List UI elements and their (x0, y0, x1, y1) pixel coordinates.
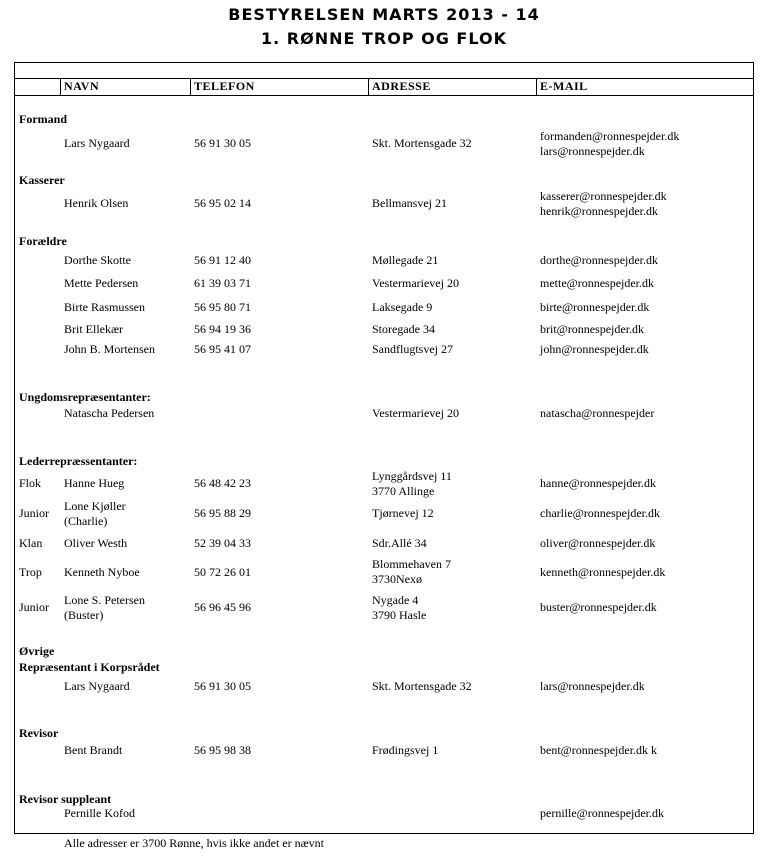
member-phone: 56 95 41 07 (194, 342, 251, 356)
member-phone: 56 95 02 14 (194, 196, 251, 210)
member-address: Storegade 34 (372, 322, 435, 336)
member-nickname: (Charlie) (64, 514, 108, 528)
member-email: kenneth@ronnespejder.dk (540, 565, 666, 579)
member-address: Sandflugtsvej 27 (372, 342, 453, 356)
document-subtitle: 1. RØNNE TROP OG FLOK (261, 29, 507, 48)
member-email: kasserer@ronnespejder.dk (540, 189, 667, 203)
header-email: E-MAIL (540, 79, 588, 93)
member-address: Sdr.Allé 34 (372, 536, 427, 550)
header-bottom-rule (14, 95, 754, 96)
member-address: 3730Nexø (372, 572, 422, 586)
member-email: pernille@ronnespejder.dk (540, 806, 665, 820)
member-address: Skt. Mortensgade 32 (372, 136, 472, 150)
section-leder: Lederrepræssentanter: (19, 454, 138, 468)
member-phone: 56 95 88 29 (194, 506, 251, 520)
member-name: Brit Ellekær (64, 322, 123, 336)
unit-label: Klan (19, 536, 43, 550)
column-divider (190, 78, 191, 95)
member-address: Vestermarievej 20 (372, 406, 459, 420)
member-phone: 56 95 80 71 (194, 300, 251, 314)
document-title: BESTYRELSEN MARTS 2013 - 14 (228, 5, 540, 24)
member-phone: 56 48 42 23 (194, 476, 251, 490)
member-email: charlie@ronnespejder.dk (540, 506, 661, 520)
member-name: Birte Rasmussen (64, 300, 145, 314)
member-email: bent@ronnespejder.dk k (540, 743, 658, 757)
member-name: Natascha Pedersen (64, 406, 155, 420)
member-address: Lynggårdsvej 11 (372, 469, 452, 483)
member-email: natascha@ronnespejder (540, 406, 655, 420)
member-address: Nygade 4 (372, 593, 419, 607)
member-phone: 56 91 30 05 (194, 136, 251, 150)
member-email: brit@ronnespejder.dk (540, 322, 645, 336)
member-phone: 56 95 98 38 (194, 743, 251, 757)
unit-label: Flok (19, 476, 42, 490)
column-divider (60, 78, 61, 95)
member-address: Skt. Mortensgade 32 (372, 679, 472, 693)
member-nickname: (Buster) (64, 608, 104, 622)
member-address: 3770 Allinge (372, 484, 435, 498)
section-ovrige: Øvrige (19, 644, 55, 658)
unit-label: Junior (19, 600, 49, 614)
member-address: Blommehaven 7 (372, 557, 451, 571)
member-email: lars@ronnespejder.dk (540, 144, 645, 158)
member-email: oliver@ronnespejder.dk (540, 536, 656, 550)
member-name: Bent Brandt (64, 743, 123, 757)
member-name: Henrik Olsen (64, 196, 129, 210)
member-email: formanden@ronnespejder.dk (540, 129, 680, 143)
member-phone: 56 91 12 40 (194, 253, 251, 267)
column-divider (368, 78, 369, 95)
header-address: ADRESSE (372, 79, 431, 93)
member-address: Møllegade 21 (372, 253, 439, 267)
member-email: john@ronnespejder.dk (540, 342, 649, 356)
member-name: Dorthe Skotte (64, 253, 131, 267)
member-phone: 56 94 19 36 (194, 322, 251, 336)
unit-label: Trop (19, 565, 42, 579)
member-email: lars@ronnespejder.dk (540, 679, 645, 693)
section-formand: Formand (19, 112, 67, 126)
member-address: Frødingsvej 1 (372, 743, 439, 757)
footer-note: Alle adresser er 3700 Rønne, hvis ikke andet er nævnt (64, 836, 324, 850)
member-address: Vestermarievej 20 (372, 276, 459, 290)
member-name: Kenneth Nyboe (64, 565, 140, 579)
header-phone: TELEFON (194, 79, 255, 93)
member-name: Lone S. Petersen (64, 593, 145, 607)
member-address: 3790 Hasle (372, 608, 427, 622)
member-email: birte@ronnespejder.dk (540, 300, 650, 314)
section-suppleant: Revisor suppleant (19, 792, 112, 806)
member-address: Bellmansvej 21 (372, 196, 447, 210)
member-name: Lars Nygaard (64, 679, 130, 693)
member-phone: 56 91 30 05 (194, 679, 251, 693)
unit-label: Junior (19, 506, 49, 520)
section-revisor: Revisor (19, 726, 59, 740)
member-name: Lone Kjøller (64, 499, 126, 513)
section-korps: Repræsentant i Korpsrådet (19, 660, 160, 674)
member-email: henrik@ronnespejder.dk (540, 204, 659, 218)
member-email: hanne@ronnespejder.dk (540, 476, 657, 490)
member-name: Pernille Kofod (64, 806, 135, 820)
member-name: Oliver Westh (64, 536, 128, 550)
member-address: Laksegade 9 (372, 300, 433, 314)
section-kasserer: Kasserer (19, 173, 65, 187)
member-phone: 61 39 03 71 (194, 276, 251, 290)
column-divider (536, 78, 537, 95)
section-foraeldre: Forældre (19, 234, 67, 248)
member-name: John B. Mortensen (64, 342, 155, 356)
table-frame (14, 62, 754, 834)
member-name: Mette Pedersen (64, 276, 139, 290)
member-email: mette@ronnespejder.dk (540, 276, 655, 290)
member-name: Lars Nygaard (64, 136, 130, 150)
member-name: Hanne Hueg (64, 476, 125, 490)
section-ungdom: Ungdomsrepræsentanter: (19, 390, 151, 404)
member-email: dorthe@ronnespejder.dk (540, 253, 659, 267)
member-phone: 52 39 04 33 (194, 536, 251, 550)
member-address: Tjørnevej 12 (372, 506, 434, 520)
member-phone: 50 72 26 01 (194, 565, 251, 579)
member-phone: 56 96 45 96 (194, 600, 251, 614)
member-email: buster@ronnespejder.dk (540, 600, 657, 614)
header-name: NAVN (64, 79, 100, 93)
